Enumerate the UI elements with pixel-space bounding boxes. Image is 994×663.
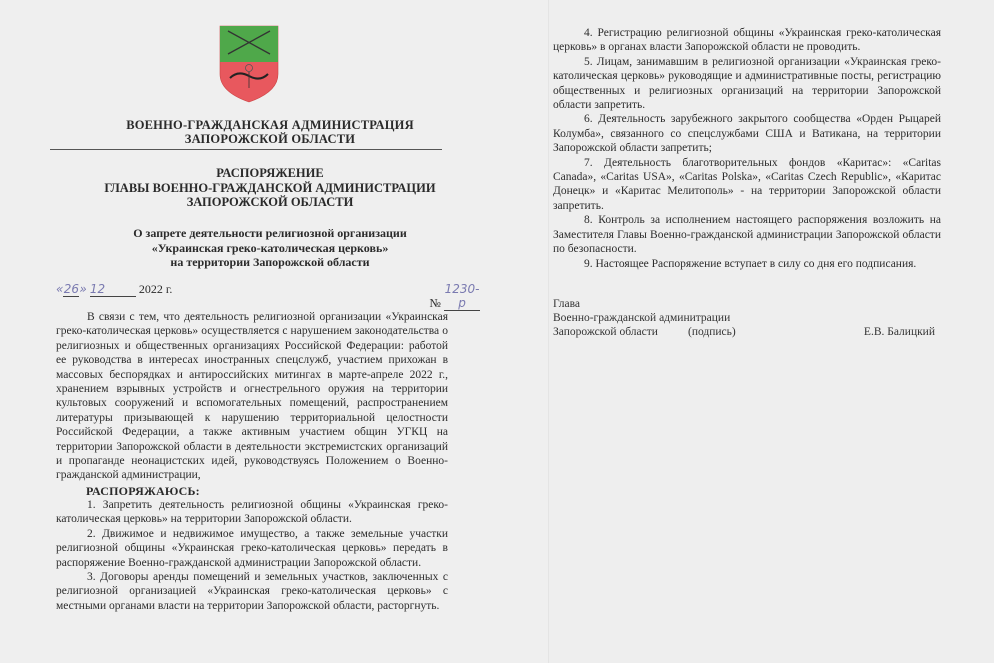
decree-item: 3. Договоры аренды помещений и земельных участков, заключенных с религиозной организацией «Украинская греко-католическая церковь» с местными органами власти на территории Запорожской области, расторгнуть. xyxy=(56,571,448,612)
coat-of-arms-icon xyxy=(218,24,280,104)
decree-item: 5. Лицам, занимавшим в религиозной организации «Украинская греко-католическая церковь» руководящие и административные посты, регистрацию общественных и религиозных организаций на территории Запорожской области запретить. xyxy=(553,55,941,112)
decree-item: 2. Движимое и недвижимое имущество, а также земельные участки религиозной общины «Украинская греко-католическая церковь» передать в распоряжение Военно-гражданской администрации Запорожской области. xyxy=(56,527,448,569)
decree-item: 9. Настоящее Распоряжение вступает в силу со дня его подписания. xyxy=(584,257,917,270)
decree-items-right xyxy=(553,26,941,271)
decree-items-left xyxy=(56,498,448,613)
decree-item: 6. Деятельность зарубежного закрытого сообщества «Орден Рыцарей Колумба», связанного со спецслужбами США и Ватикана, на территории Запорожской области запретить; xyxy=(553,113,941,155)
decree-item: 4. Регистрацию религиозной общины «Украинская греко-католическая церковь» в органах власти Запорожской области не проводить. xyxy=(553,27,941,54)
order-date: «26» 12 2022 г. xyxy=(56,282,173,296)
decree-item: 1. Запретить деятельность религиозной общины «Украинская греко-католическая церковь» на территории Запорожской области. xyxy=(56,499,448,526)
order-subject: О запрете деятельности религиозной организации «Украинская греко-католическая церковь» на территории Запорожской области xyxy=(133,226,407,269)
preamble: В связи с тем, что деятельность религиозной организации «Украинская греко-католическая церковь» осуществляется с нарушением законодательства о религиозных и общественных организациях Российской Федерации: работой ее руководства в интересах иностранных спецслужб, участием прихожан в массовых беспорядках и антироссийских митингах в марте-апреле 2022 г., хранением взрывных устройств и огнестрельного оружия на территории культовых сооружений и вспомогательных помещений, распространением литературы призывающей к нарушению территориальной целостности Российской Федерации, а также активным участием общин УГКЦ на территории Запорожской области в деятельности экстремистских организаций и пропаганде неонацистских идей, руководствуясь Положением о Военно-гражданской администрации, xyxy=(56,311,448,482)
order-title: РАСПОРЯЖЕНИЕ ГЛАВЫ ВОЕННО-ГРАЖДАНСКОЙ АДМИНИСТРАЦИИ ЗАПОРОЖСКОЙ ОБЛАСТИ xyxy=(104,166,436,209)
signature-placeholder: (подпись) xyxy=(688,326,736,338)
decree-item: 8. Контроль за исполнением настоящего распоряжения возложить на Заместителя Главы Военно-гражданской администрации Запорожской области по безопасности. xyxy=(553,214,941,256)
signature-block: Глава Военно-гражданской админитрации Запорожской области (подпись) Е.В. Балицкий xyxy=(553,298,935,338)
decree-heading: РАСПОРЯЖАЮСЬ: xyxy=(86,484,200,498)
signatory-name: Е.В. Балицкий xyxy=(863,326,935,338)
order-number: № 1230-р xyxy=(429,282,480,310)
date-row xyxy=(56,282,480,310)
header-divider xyxy=(50,149,442,150)
decree-item: 7. Деятельность благотворительных фондов «Каритас»: «Caritas Canada», «Caritas USA», «Caritas Polska», «Caritas Czech Republic», «Каритас Донецк» и «Каритас Мелитополь» - на территории Запорожской области запретить. xyxy=(553,156,941,212)
organization-header: ВОЕННО-ГРАЖДАНСКАЯ АДМИНИСТРАЦИЯ ЗАПОРОЖСКОЙ ОБЛАСТИ xyxy=(126,118,414,146)
